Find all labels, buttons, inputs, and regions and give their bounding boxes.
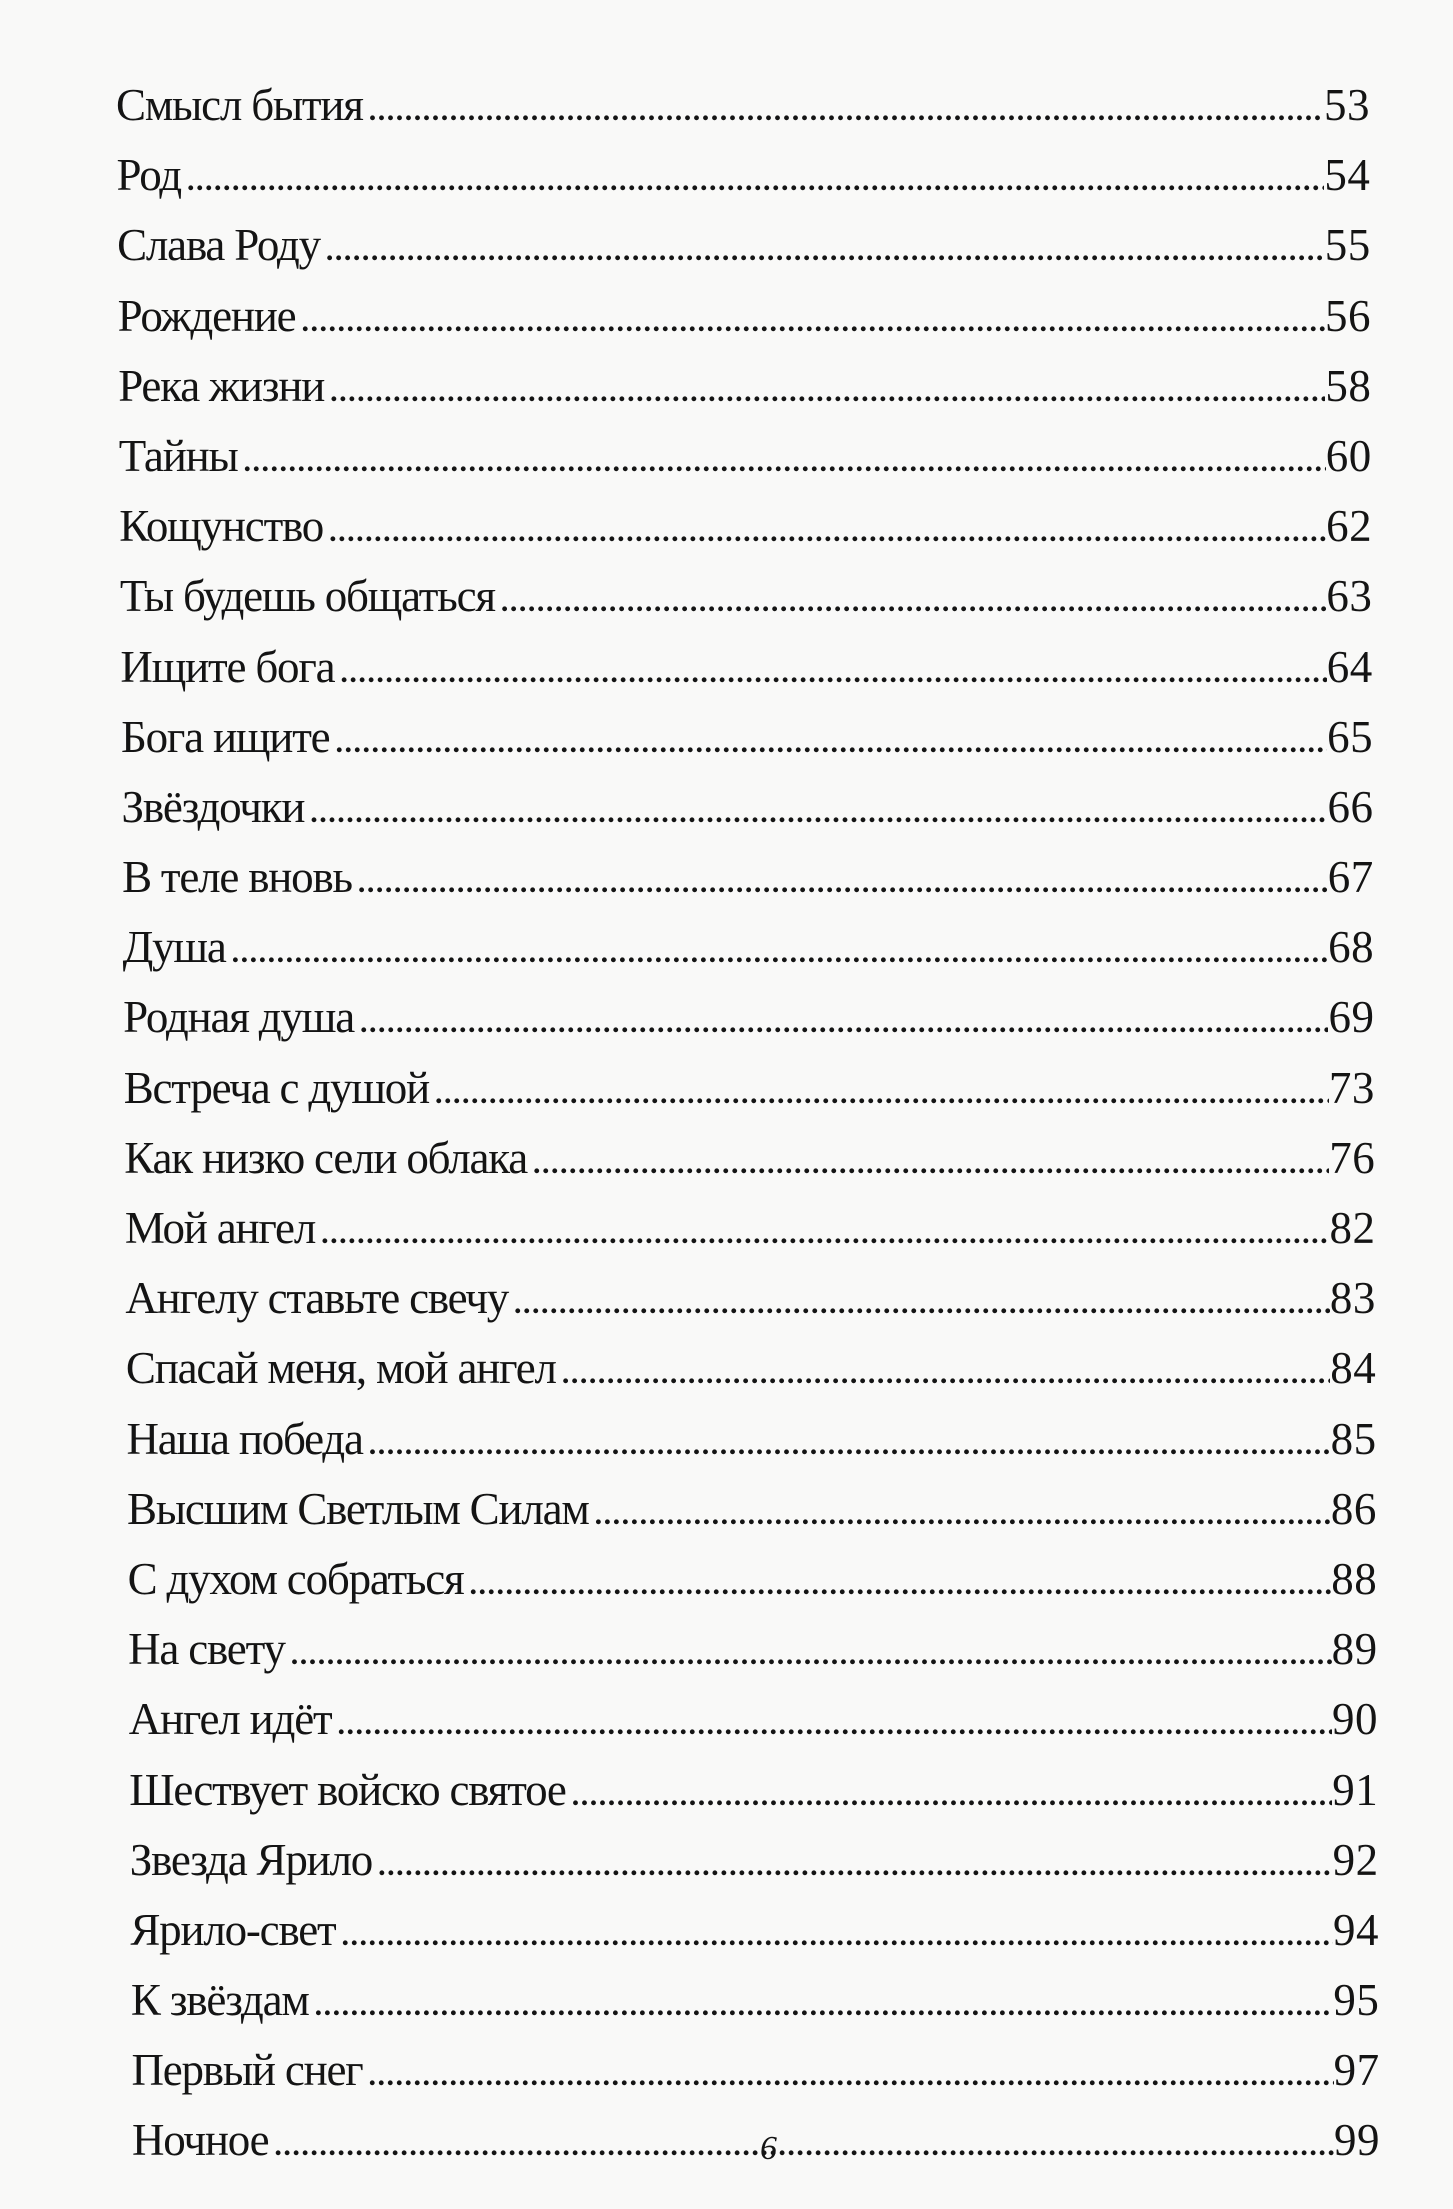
toc-entry-page: 56 — [1325, 290, 1372, 341]
toc-entry-title: Звезда Ярило — [129, 1834, 373, 1885]
dot-leader — [321, 1199, 1329, 1269]
toc-entry-page: 84 — [1330, 1343, 1377, 1394]
dot-leader — [369, 1410, 1331, 1480]
toc-entry — [0, 281, 1453, 351]
toc-entry — [0, 1123, 1453, 1193]
toc-entry-page: 62 — [1326, 501, 1373, 552]
toc-entry — [0, 2105, 1453, 2175]
toc-entry — [0, 2035, 1453, 2105]
toc-entry-title: Ангелу ставьте свечу — [125, 1273, 509, 1324]
toc-entry — [0, 1263, 1453, 1333]
toc-entry-page: 54 — [1324, 150, 1371, 201]
toc-entry — [0, 982, 1453, 1052]
toc-entry — [0, 1825, 1453, 1895]
dot-leader — [291, 1620, 1332, 1690]
toc-entry-title: С духом собраться — [127, 1553, 464, 1604]
dot-leader — [533, 1129, 1329, 1199]
dot-leader — [337, 1690, 1332, 1760]
toc-entry-page: 69 — [1328, 992, 1375, 1043]
dot-leader — [435, 1059, 1329, 1129]
toc-entry-page: 58 — [1325, 360, 1372, 411]
toc-entry-title: Высшим Светлым Силам — [127, 1483, 589, 1534]
toc-entry-title: Звёздочки — [121, 781, 305, 832]
toc-entry — [0, 842, 1453, 912]
dot-leader — [358, 848, 1328, 918]
toc-entry-page: 53 — [1324, 80, 1370, 130]
toc-entry-title: Как низко сели облака — [124, 1132, 527, 1183]
toc-entry — [0, 491, 1453, 561]
toc-entry-page: 64 — [1326, 641, 1373, 692]
toc-entry-page: 99 — [1334, 2115, 1380, 2166]
toc-entry-title: Мой ангел — [124, 1203, 316, 1253]
table-of-contents — [0, 70, 1453, 2176]
toc-entry-page: 67 — [1327, 852, 1374, 903]
toc-entry-page: 95 — [1333, 1975, 1380, 2026]
toc-entry — [0, 1404, 1453, 1474]
toc-entry — [0, 1053, 1453, 1123]
toc-entry-title: Встреча с душой — [123, 1062, 429, 1113]
toc-entry-page: 65 — [1327, 711, 1374, 762]
dot-leader — [470, 1550, 1332, 1620]
dot-leader — [329, 497, 1326, 567]
dot-leader — [595, 1480, 1331, 1550]
toc-entry-title: Слава Роду — [117, 220, 320, 271]
dot-leader — [514, 1269, 1330, 1339]
toc-entry-page: 91 — [1332, 1764, 1379, 1815]
dot-leader — [310, 778, 1327, 848]
page-number: 6 — [760, 2130, 777, 2167]
toc-entry-title: Река жизни — [118, 360, 325, 411]
toc-entry-title: В теле вновь — [122, 852, 352, 903]
toc-entry-title: Спасай меня, мой ангел — [125, 1343, 556, 1394]
toc-entry-title: Тайны — [118, 430, 238, 481]
dot-leader — [360, 988, 1328, 1058]
dot-leader — [326, 216, 1325, 286]
toc-entry-page: 82 — [1329, 1203, 1376, 1253]
toc-entry-title: Родная душа — [123, 992, 355, 1043]
toc-entry-title: Ангел идёт — [128, 1694, 332, 1745]
dot-leader — [274, 2111, 1334, 2181]
dot-leader — [330, 357, 1325, 427]
toc-entry-page: 76 — [1329, 1132, 1376, 1183]
dot-leader — [369, 76, 1324, 146]
toc-entry — [0, 1474, 1453, 1544]
dot-leader — [187, 146, 1324, 216]
toc-entry-title: Первый снег — [131, 2045, 363, 2096]
toc-entry — [0, 912, 1453, 982]
toc-entry-title: Ярило-свет — [130, 1904, 336, 1955]
dot-leader — [369, 2041, 1334, 2111]
toc-entry-page: 55 — [1324, 220, 1371, 271]
toc-entry — [0, 421, 1453, 491]
toc-entry-title: Род — [116, 150, 181, 201]
toc-entry — [0, 632, 1453, 702]
toc-entry-page: 73 — [1328, 1062, 1375, 1113]
dot-leader — [232, 918, 1329, 988]
toc-entry-page: 92 — [1332, 1834, 1379, 1885]
toc-entry-page: 89 — [1331, 1624, 1378, 1675]
toc-entry — [0, 1544, 1453, 1614]
toc-entry — [0, 1895, 1453, 1965]
toc-entry-page: 90 — [1331, 1694, 1378, 1745]
toc-entry — [0, 1755, 1453, 1825]
dot-leader — [572, 1761, 1333, 1831]
toc-entry-title: Ты будешь общаться — [119, 571, 495, 622]
dot-leader — [315, 1971, 1334, 2041]
toc-entry — [0, 1965, 1453, 2035]
toc-entry-title: Ночное — [132, 2115, 269, 2166]
toc-entry — [0, 210, 1453, 280]
toc-entry — [0, 561, 1453, 631]
toc-entry-title: Бога ищите — [120, 711, 330, 762]
toc-entry-page: 94 — [1332, 1904, 1379, 1955]
dot-leader — [301, 287, 1325, 357]
toc-entry-title: На свету — [128, 1624, 285, 1675]
dot-leader — [244, 427, 1326, 497]
toc-entry-title: Душа — [122, 922, 226, 973]
toc-entry-title: Смысл бытия — [116, 80, 363, 130]
toc-entry-title: Рождение — [117, 290, 296, 341]
toc-entry — [0, 1614, 1453, 1684]
toc-entry — [0, 772, 1453, 842]
toc-entry — [0, 140, 1453, 210]
toc-entry-title: К звёздам — [130, 1975, 309, 2026]
toc-entry-page: 86 — [1330, 1483, 1377, 1534]
toc-entry — [0, 351, 1453, 421]
toc-entry-title: Кощунство — [119, 501, 324, 552]
toc-entry-page: 68 — [1328, 922, 1375, 973]
toc-entry-page: 66 — [1327, 781, 1374, 832]
toc-entry-page: 88 — [1331, 1553, 1378, 1604]
toc-entry-page: 97 — [1333, 2045, 1380, 2096]
dot-leader — [562, 1339, 1330, 1409]
toc-entry — [0, 1193, 1453, 1263]
toc-entry-title: Ищите бога — [120, 641, 335, 692]
toc-entry-page: 85 — [1330, 1413, 1377, 1464]
toc-entry-title: Шествует войско святое — [129, 1764, 566, 1815]
toc-entry — [0, 702, 1453, 772]
dot-leader — [501, 567, 1327, 637]
dot-leader — [341, 1901, 1332, 1971]
toc-entry — [0, 70, 1453, 140]
toc-entry-title: Наша победа — [126, 1413, 363, 1464]
toc-entry-page: 60 — [1325, 430, 1372, 481]
dot-leader — [335, 708, 1327, 778]
toc-entry — [0, 1333, 1453, 1403]
toc-entry-page: 63 — [1326, 571, 1373, 622]
dot-leader — [340, 638, 1326, 708]
dot-leader — [378, 1831, 1333, 1901]
toc-entry — [0, 1684, 1453, 1754]
toc-entry-page: 83 — [1329, 1273, 1376, 1324]
